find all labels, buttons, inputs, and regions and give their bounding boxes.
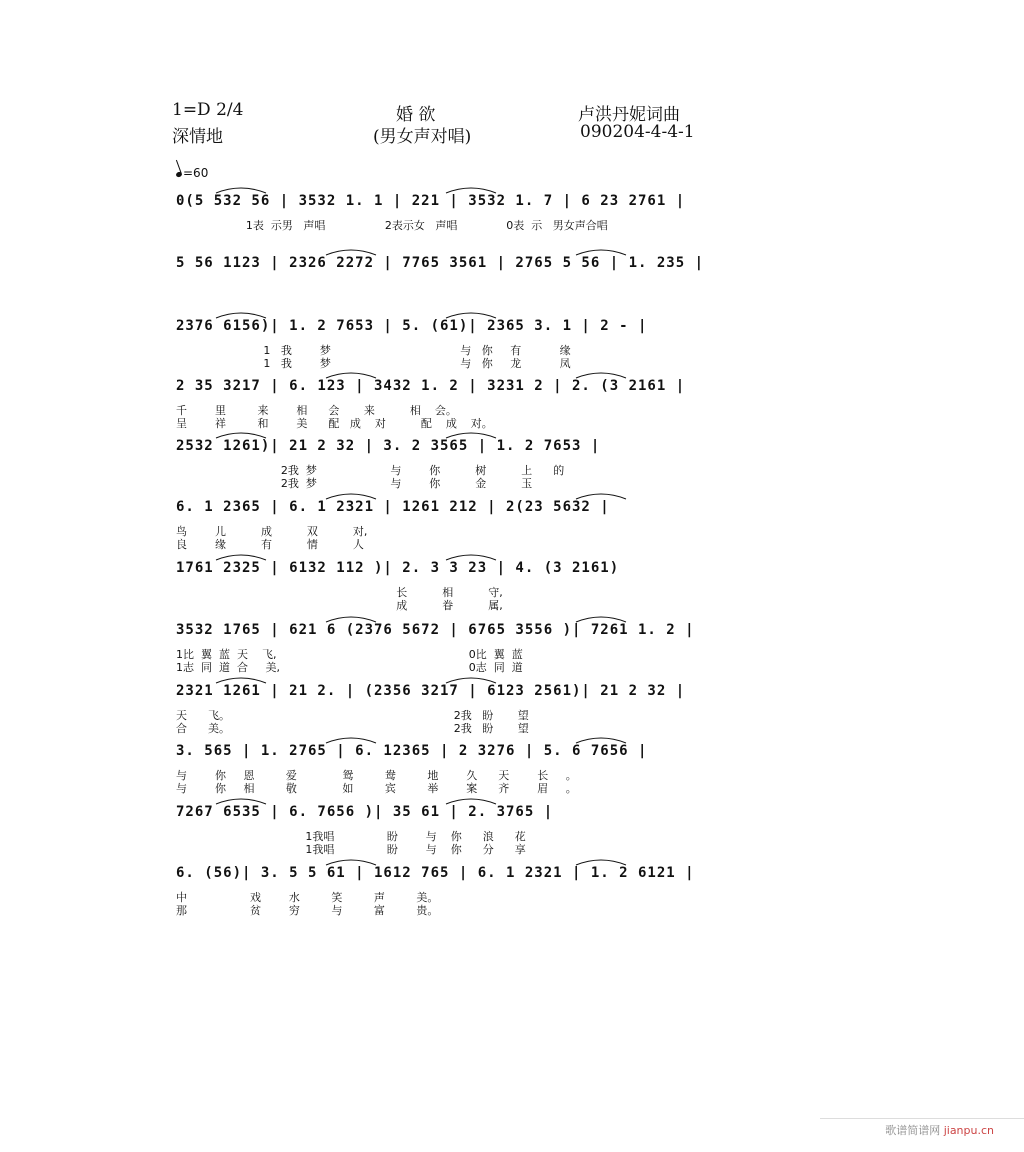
- notation-line: 5 56 1123 | 2326 2272 | 7765 3561 | 2765 5 56 | 1. 235 |: [176, 255, 705, 271]
- slur-marks: [176, 308, 716, 320]
- slur: [216, 188, 266, 193]
- watermark-site-name: 歌谱简谱网: [885, 1124, 941, 1137]
- lyric-line: 良 缘 有 情 人: [176, 538, 364, 551]
- lyric-line: 与 你 相 敬 如 宾 举 案 齐 眉 。: [176, 782, 577, 795]
- lyric-line: 呈 祥 和 美 配 成 对 配 成 对。: [176, 417, 493, 430]
- slur-marks: [176, 368, 716, 380]
- slur: [216, 555, 266, 560]
- watermark-site-url: jianpu.cn: [943, 1124, 994, 1137]
- score-code: 090204-4-4-1: [580, 122, 695, 142]
- slur-marks: [176, 245, 716, 257]
- slur: [326, 250, 376, 255]
- slur: [326, 738, 376, 743]
- watermark: [885, 1122, 994, 1138]
- slur: [446, 678, 496, 683]
- slur-marks: [176, 428, 716, 440]
- slur: [446, 799, 496, 804]
- lyric-line: 合 美。 2我 盼 望: [176, 722, 529, 735]
- lyric-line: 1表 示男 声唱 2表示女 声唱 0表 示 男女声合唱: [176, 219, 608, 232]
- slur-marks: [176, 855, 716, 867]
- notation-line: 2321 1261 | 21 2. | (2356 3217 | 6123 2561)| 21 2 32 |: [176, 683, 686, 699]
- notation-line: 0(5 532 56 | 3532 1. 1 | 221 | 3532 1. 7 | 6 23 2761 |: [176, 193, 686, 209]
- lyric-line: 2我 梦 与 你 金 玉: [176, 477, 533, 490]
- notation-line: 2376 6156)| 1. 2 7653 | 5. (61)| 2365 3. 1 | 2 - |: [176, 318, 648, 334]
- quarter-note-icon: [175, 171, 182, 178]
- key-time-signature: 1=D 2/4: [172, 100, 244, 120]
- notation-line: 2532 1261)| 21 2 32 | 3. 2 3565 | 1. 2 7653 |: [176, 438, 601, 454]
- lyric-line: 1我唱 盼 与 你 浪 花: [176, 830, 526, 843]
- slur: [326, 617, 376, 622]
- lyric-line: 1 我 梦 与 你 有 缘: [176, 344, 571, 357]
- slur-marks: [176, 612, 716, 624]
- lyric-line: 鸟 儿 成 双 对,: [176, 525, 368, 538]
- slur: [216, 678, 266, 683]
- slur: [576, 250, 626, 255]
- footer-divider: [820, 1118, 1024, 1119]
- lyric-line: 千 里 来 相 会 来 相 会。: [176, 404, 457, 417]
- slur-marks: [176, 550, 716, 562]
- lyric-line: 1 我 梦 与 你 龙 凤: [176, 357, 571, 370]
- slur-marks: [176, 733, 716, 745]
- notation-line: 6. 1 2365 | 6. 1 2321 | 1261 212 | 2(23 5632 |: [176, 499, 610, 515]
- slur: [326, 494, 376, 499]
- slur: [326, 373, 376, 378]
- lyric-line: 1志 同 道 合 美, 0志 同 道: [176, 661, 523, 674]
- slur: [446, 433, 496, 438]
- notation-line: 1761 2325 | 6132 112 )| 2. 3 3 23 | 4. (3 2161): [176, 560, 620, 576]
- slur: [326, 860, 376, 865]
- slur: [216, 313, 266, 318]
- slur: [576, 738, 626, 743]
- slur: [576, 494, 626, 499]
- lyric-line: 那 贫 穷 与 富 贵。: [176, 904, 439, 917]
- notation-line: 3532 1765 | 621 6 (2376 5672 | 6765 3556 )| 7261 1. 2 |: [176, 622, 695, 638]
- song-title: 婚 欲: [396, 105, 436, 125]
- slur-marks: [176, 489, 716, 501]
- slur: [216, 433, 266, 438]
- slur-marks: [176, 183, 716, 195]
- lyric-line: 1我唱 盼 与 你 分 享: [176, 843, 526, 856]
- slur-marks: [176, 673, 716, 685]
- notation-line: 6. (56)| 3. 5 5 61 | 1612 765 | 6. 1 2321 | 1. 2 6121 |: [176, 865, 695, 881]
- slur: [216, 799, 266, 804]
- slur: [446, 555, 496, 560]
- notation-line: 2 35 3217 | 6. 123 | 3432 1. 2 | 3231 2 | 2. (3 2161 |: [176, 378, 686, 394]
- slur: [446, 313, 496, 318]
- lyric-line: 中 戏 水 笑 声 美。: [176, 891, 439, 904]
- tempo-value: =60: [183, 166, 209, 180]
- notation-line: 3. 565 | 1. 2765 | 6. 12365 | 2 3276 | 5. 6 7656 |: [176, 743, 648, 759]
- expression-mark: 深情地: [172, 127, 223, 147]
- lyric-line: 天 飞。 2我 盼 望: [176, 709, 529, 722]
- song-credits: 卢洪丹妮词曲: [578, 105, 680, 125]
- slur-marks: [176, 794, 716, 806]
- slur: [576, 617, 626, 622]
- lyric-line: 与 你 恩 爱 鸳 鸯 地 久 天 长 。: [176, 769, 577, 782]
- lyric-line: 1比 翼 蓝 天 飞, 0比 翼 蓝: [176, 648, 523, 661]
- slur: [576, 860, 626, 865]
- lyric-line: 成 眷 属,: [176, 599, 503, 612]
- notation-line: 7267 6535 | 6. 7656 )| 35 61 | 2. 3765 |: [176, 804, 554, 820]
- slur: [446, 188, 496, 193]
- tempo-mark: [176, 166, 208, 180]
- lyric-line: 2我 梦 与 你 树 上 的: [176, 464, 565, 477]
- slur: [576, 373, 626, 378]
- lyric-line: 长 相 守,: [176, 586, 503, 599]
- song-subtitle: (男女声对唱): [373, 127, 472, 147]
